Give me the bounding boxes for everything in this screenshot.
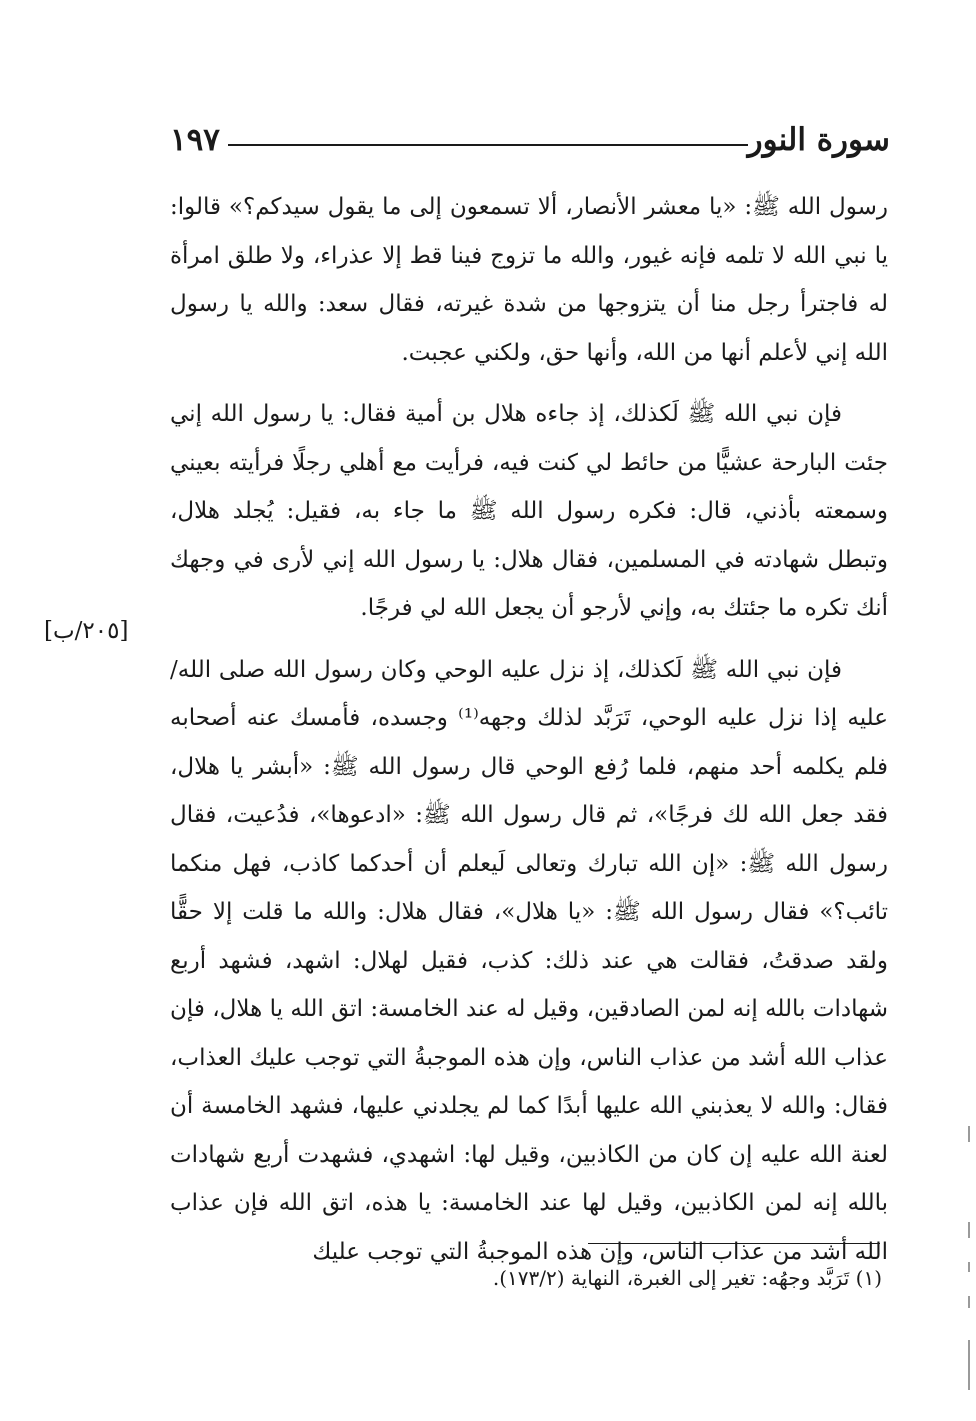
surah-title: سورة النور <box>747 122 890 158</box>
footnote: (١) تَرَبَّد وجهُه: تغير إلى الغبرة، النهاية (١٧٣/٢). <box>492 1266 882 1290</box>
scan-edge-mark <box>968 1126 970 1142</box>
paragraph-1: رسول الله ﷺ: «يا معشر الأنصار، ألا تسمعون إلى ما يقول سيدكم؟» قالوا: يا نبي الله لا تلمه فإنه غيور، والله ما تزوج فينا قط إلا عذراء، ولا طلق امرأة له فاجترأ رجل منا أن يتزوجها من شدة غيرته، فقال سعد: والله يا رسول الله إني لأعلم أنها من الله، وأنها حق، ولكني عجبت. <box>170 194 888 366</box>
manuscript-folio-note: [٢٠٥/ب] <box>44 618 129 644</box>
scan-edge-mark <box>968 1340 970 1390</box>
scan-edge-mark <box>968 1262 970 1272</box>
page-number: ١٩٧ <box>170 122 220 158</box>
body-text <box>170 183 888 1276</box>
scan-edge-mark <box>968 1222 970 1238</box>
footnote-divider <box>588 1243 880 1244</box>
paragraph-2: فإن نبي الله ﷺ لَكذلك، إذ جاءه هلال بن أمية فقال: يا رسول الله إني جئت البارحة عشيًّا من حائط لي كنت فيه، فرأيت مع أهلي رجلًا فرأيته بعيني وسمعته بأذني، قال: فكره رسول الله ﷺ ما جاء به، فقيل: يُجلد هلال، وتبطل شهادته في المسلمين، فقال هلال: يا رسول الله إني لأرى في وجهك أنك تكره ما جئتك به، وإني لأرجو أن يجعل الله لي فرجًا. <box>170 401 888 621</box>
paragraph-3: فإن نبي الله ﷺ لَكذلك، إذ نزل عليه الوحي وكان رسول الله صلى الله/ عليه إذا نزل عليه الوحي، تَرَبَّد لذلك وجهه⁽¹⁾ وجسده، فأمسك عنه أصحابه فلم يكلمه أحد منهم، فلما رُفع الوحي قال رسول الله ﷺ: «أبشر يا هلال، فقد جعل الله لك فرجًا»، ثم قال رسول الله ﷺ: «ادعوها»، فدُعيت، فقال رسول الله ﷺ: «إن الله تبارك وتعالى لَيعلم أن أحدكما كاذب، فهل منكما تائب؟» فقال رسول الله ﷺ: «يا هلال»، فقال هلال: والله ما قلت إلا حقًّا ولقد صدقتُ، فقالت هي عند ذلك: كذب، فقيل لهلال: اشهد، فشهد أربع شهادات بالله إنه لمن الصادقين، وقيل له عند الخامسة: اتق الله يا هلال، فإن عذاب الله أشد من عذاب الناس، وإن هذه الموجبةُ التي توجب عليك العذاب، فقال: والله لا يعذبني الله عليها أبدًا كما لم يجلدني عليها، فشهد الخامسة أن لعنة الله عليه إن كان من الكاذبين، وقيل لها: اشهدي، فشهدت أربع شهادات بالله إنه لمن الكاذبين، وقيل لها عند الخامسة: يا هذه، اتق الله فإن عذاب الله أشد من عذاب الناس، وإن هذه الموجبةُ التي توجب عليك <box>170 656 888 1265</box>
header-rule <box>228 144 748 146</box>
page-header <box>170 118 890 168</box>
scan-edge-mark <box>968 1296 970 1308</box>
